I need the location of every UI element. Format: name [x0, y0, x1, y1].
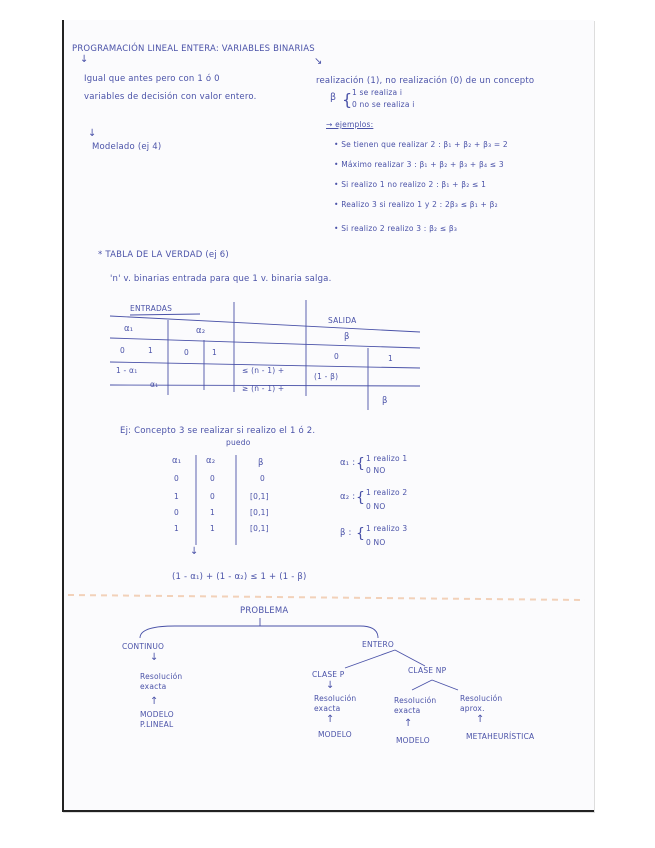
- def-zero: 0 NO: [366, 466, 386, 475]
- brace-icon: {: [356, 490, 366, 506]
- left-text-line2: variables de decisión con valor entero.: [84, 92, 257, 102]
- tree-continuo: CONTINUO: [122, 642, 165, 651]
- result-inequality: (1 - α₁) + (1 - α₂) ≤ 1 + (1 - β): [172, 572, 307, 582]
- example-head: β: [258, 458, 264, 468]
- salida-header: SALIDA: [328, 316, 357, 325]
- truth-table-title: * TABLA DE LA VERDAD (ej 6): [98, 250, 229, 260]
- tree-clase-p: CLASE P: [312, 670, 345, 679]
- def-one: 1 realizo 2: [366, 488, 408, 497]
- table-cell: ≥ (n - 1) +: [242, 384, 285, 393]
- left-text-line1: Igual que antes pero con 1 ó 0: [84, 74, 220, 84]
- def-one: 1 realizo 1: [366, 454, 408, 463]
- def-symbol: β :: [340, 528, 352, 538]
- tree-modelo-p: MODELO: [318, 730, 352, 739]
- beta-def-one: 1 se realiza i: [352, 88, 403, 97]
- brace-icon: {: [356, 456, 366, 472]
- tree-clase-np: CLASE NP: [408, 666, 447, 675]
- def-symbol: α₂ :: [340, 492, 356, 502]
- ejemplo-item: • Si realizo 1 no realizo 2 : β₁ + β₂ ≤ 1: [334, 180, 487, 189]
- example-cell: 1: [174, 492, 179, 501]
- example-line: Ej: Concepto 3 se realizar si realizo el 1 ó 2.: [120, 426, 316, 436]
- table-cell: 1 - α₁: [116, 366, 138, 375]
- down-arrow-icon: ↓: [88, 128, 97, 139]
- down-arrow-icon: ↓: [80, 54, 89, 65]
- example-cell: 0: [210, 492, 215, 501]
- example-cell: [0,1]: [250, 508, 269, 517]
- tree-res-aprox: Resolución aprox.: [460, 694, 503, 713]
- def-zero: 0 NO: [366, 538, 386, 547]
- brace-icon: {: [356, 526, 366, 542]
- down-right-arrow-icon: ↘: [314, 56, 323, 67]
- table-cell: 1: [148, 346, 153, 355]
- def-symbol: α₁ :: [340, 458, 356, 468]
- table-cell: 0: [184, 348, 189, 357]
- entradas-header: ENTRADAS: [130, 304, 173, 313]
- up-arrow-icon: ↑: [326, 714, 335, 725]
- truth-table-subtitle: 'n' v. binarias entrada para que 1 v. binaria salga.: [110, 274, 332, 284]
- down-arrow-icon: ↓: [190, 546, 199, 557]
- tree-entero: ENTERO: [362, 640, 394, 649]
- ejemplo-item: • Se tienen que realizar 2 : β₁ + β₂ + β₃ = 2: [334, 140, 508, 149]
- tree-res-exacta-p: Resolución exacta: [314, 694, 357, 713]
- example-cell: 0: [174, 474, 179, 483]
- tree-modelo-pl: MODELO P.LINEAL: [140, 710, 174, 729]
- table-cell: 1: [388, 354, 393, 363]
- tree-metaheuristica: METAHEURÍSTICA: [466, 732, 535, 741]
- table-cell: 1: [212, 348, 217, 357]
- ejemplos-label: → ejemplos:: [326, 120, 374, 129]
- table-cell: ≤ (n - 1) +: [242, 366, 285, 375]
- tree-res-exacta: Resolución exacta: [140, 672, 183, 691]
- modelado-label: Modelado (ej 4): [92, 142, 162, 152]
- up-arrow-icon: ↑: [476, 714, 485, 725]
- example-head: α₁: [172, 456, 182, 466]
- example-cell: 0: [174, 508, 179, 517]
- up-arrow-icon: ↑: [150, 696, 159, 707]
- example-cell: 0: [260, 474, 265, 483]
- example-cell: [0,1]: [250, 524, 269, 533]
- down-arrow-icon: ↓: [150, 652, 159, 663]
- table-cell: β: [382, 396, 388, 406]
- alpha1-header: α₁: [124, 324, 134, 334]
- page-title: PROGRAMACIÓN LINEAL ENTERA: VARIABLES BINARIAS: [72, 44, 315, 54]
- beta-symbol: β: [330, 92, 337, 103]
- table-cell: 0: [334, 352, 339, 361]
- def-zero: 0 NO: [366, 502, 386, 511]
- alpha2-header: α₂: [196, 326, 206, 336]
- tree-modelo-np: MODELO: [396, 736, 430, 745]
- down-arrow-icon: ↓: [326, 680, 335, 691]
- ejemplo-item: • Realizo 3 si realizo 1 y 2 : 2β₃ ≤ β₁ + β₂: [334, 200, 498, 209]
- table-cell: 0: [120, 346, 125, 355]
- beta-def-zero: 0 no se realiza i: [352, 100, 415, 109]
- ejemplo-item: • Si realizo 2 realizo 3 : β₂ ≤ β₃: [334, 224, 458, 233]
- tree-root: PROBLEMA: [240, 606, 289, 616]
- tree-res-exacta-np: Resolución exacta: [394, 696, 437, 715]
- puedo-note: puedo: [226, 438, 251, 447]
- example-cell: 0: [210, 474, 215, 483]
- table-cell: (1 - β): [314, 372, 339, 381]
- example-cell: 1: [210, 508, 215, 517]
- brace-icon: {: [342, 90, 353, 109]
- beta-header: β: [344, 332, 350, 342]
- def-one: 1 realizo 3: [366, 524, 408, 533]
- right-text-line1: realización (1), no realización (0) de un concepto: [316, 76, 535, 86]
- table-cell: α₁: [150, 380, 159, 389]
- example-head: α₂: [206, 456, 216, 466]
- example-cell: 1: [210, 524, 215, 533]
- example-cell: 1: [174, 524, 179, 533]
- ejemplo-item: • Máximo realizar 3 : β₁ + β₂ + β₃ + β₄ ≤ 3: [334, 160, 504, 169]
- up-arrow-icon: ↑: [404, 718, 413, 729]
- example-cell: [0,1]: [250, 492, 269, 501]
